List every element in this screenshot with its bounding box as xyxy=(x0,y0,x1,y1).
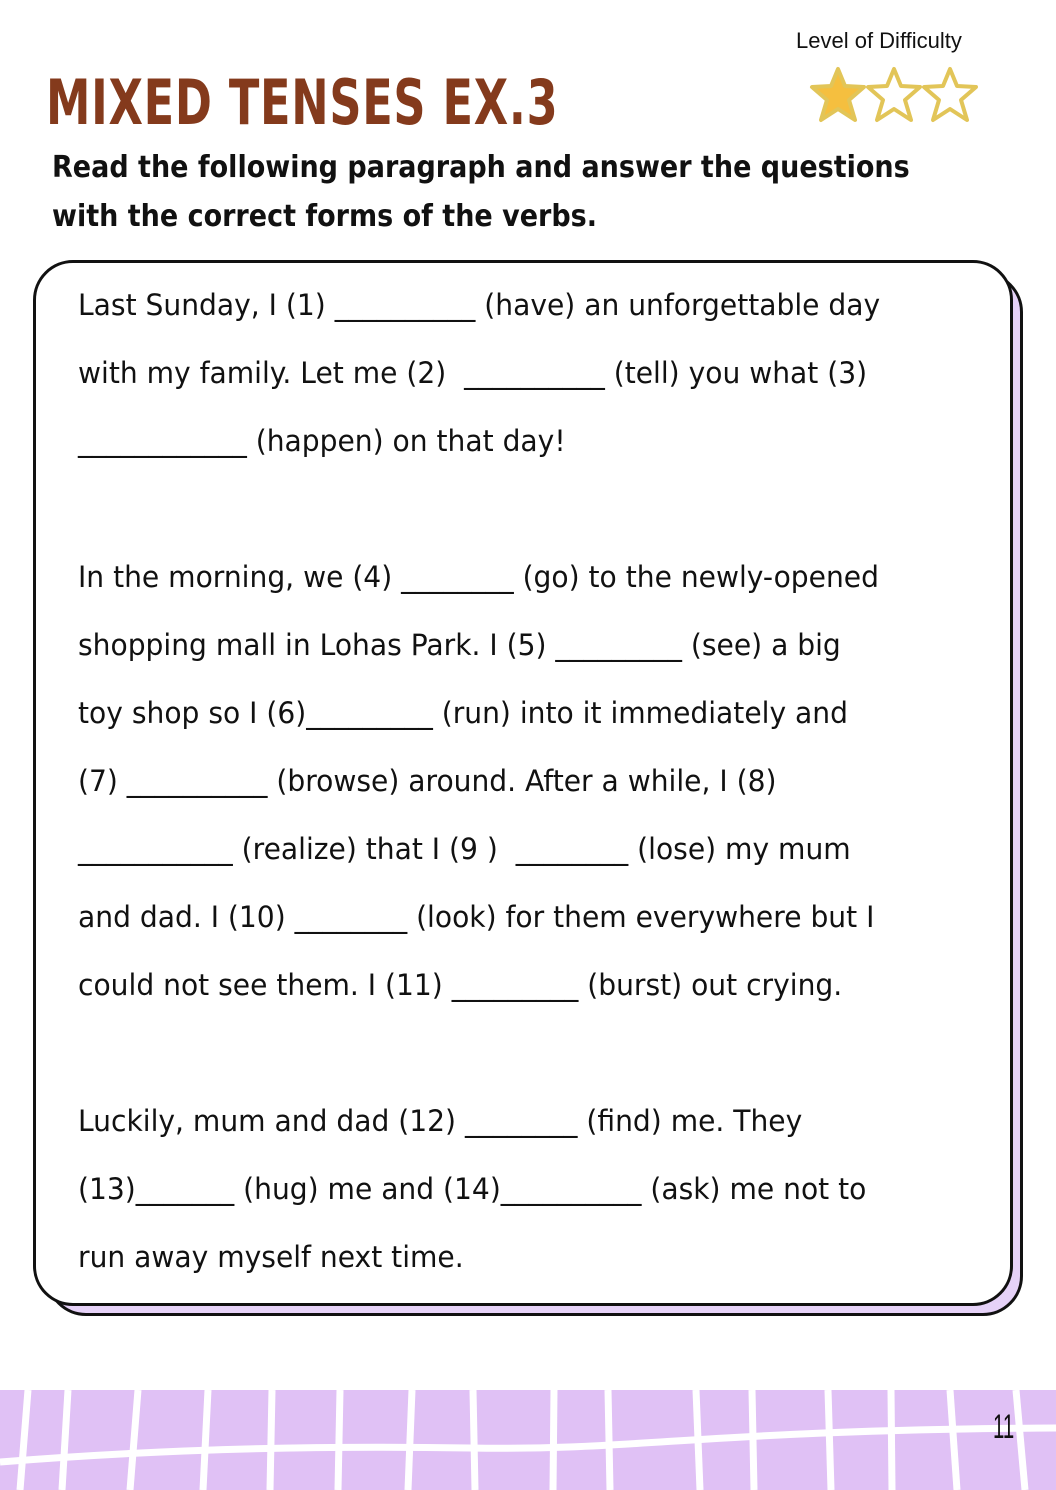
worksheet-title: MIXED TENSES EX.3 xyxy=(46,66,559,139)
paragraph-gap xyxy=(78,1019,970,1087)
decorative-grid-band xyxy=(0,1390,1056,1490)
exercise-paragraph xyxy=(78,271,970,1291)
paragraph-line: shopping mall in Lohas Park. I (5) _________ (see) a big xyxy=(78,628,841,662)
page-number: 11 xyxy=(993,1408,1015,1446)
paragraph-line: (7) __________ (browse) around. After a while, I (8) xyxy=(78,764,777,798)
paragraph-line: could not see them. I (11) _________ (burst) out crying. xyxy=(78,968,843,1002)
paragraph-line: run away myself next time. xyxy=(78,1240,464,1274)
paragraph-line: ____________ (happen) on that day! xyxy=(78,424,566,458)
paragraph-line: with my family. Let me (2) __________ (tell) you what (3) xyxy=(78,356,868,390)
paragraph-line: In the morning, we (4) ________ (go) to the newly-opened xyxy=(78,560,879,594)
difficulty-rating xyxy=(808,64,976,126)
star-outline-icon xyxy=(920,64,980,126)
paragraph-line: ___________ (realize) that I (9 ) ________ (lose) my mum xyxy=(78,832,851,866)
star-filled-icon xyxy=(808,64,868,126)
paragraph-line: and dad. I (10) ________ (look) for them everywhere but I xyxy=(78,900,875,934)
instructions: Read the following paragraph and answer the questions with the correct forms of the verbs. xyxy=(52,150,910,234)
paragraph-gap xyxy=(78,475,970,543)
star-outline-icon xyxy=(864,64,924,126)
paragraph-line: toy shop so I (6)_________ (run) into it immediately and xyxy=(78,696,848,730)
paragraph-line: Last Sunday, I (1) __________ (have) an unforgettable day xyxy=(78,288,881,322)
paragraph-line: (13)_______ (hug) me and (14)__________ (ask) me not to xyxy=(78,1172,867,1206)
paragraph-line: Luckily, mum and dad (12) ________ (find) me. They xyxy=(78,1104,803,1138)
difficulty-label: Level of Difficulty xyxy=(796,28,962,53)
